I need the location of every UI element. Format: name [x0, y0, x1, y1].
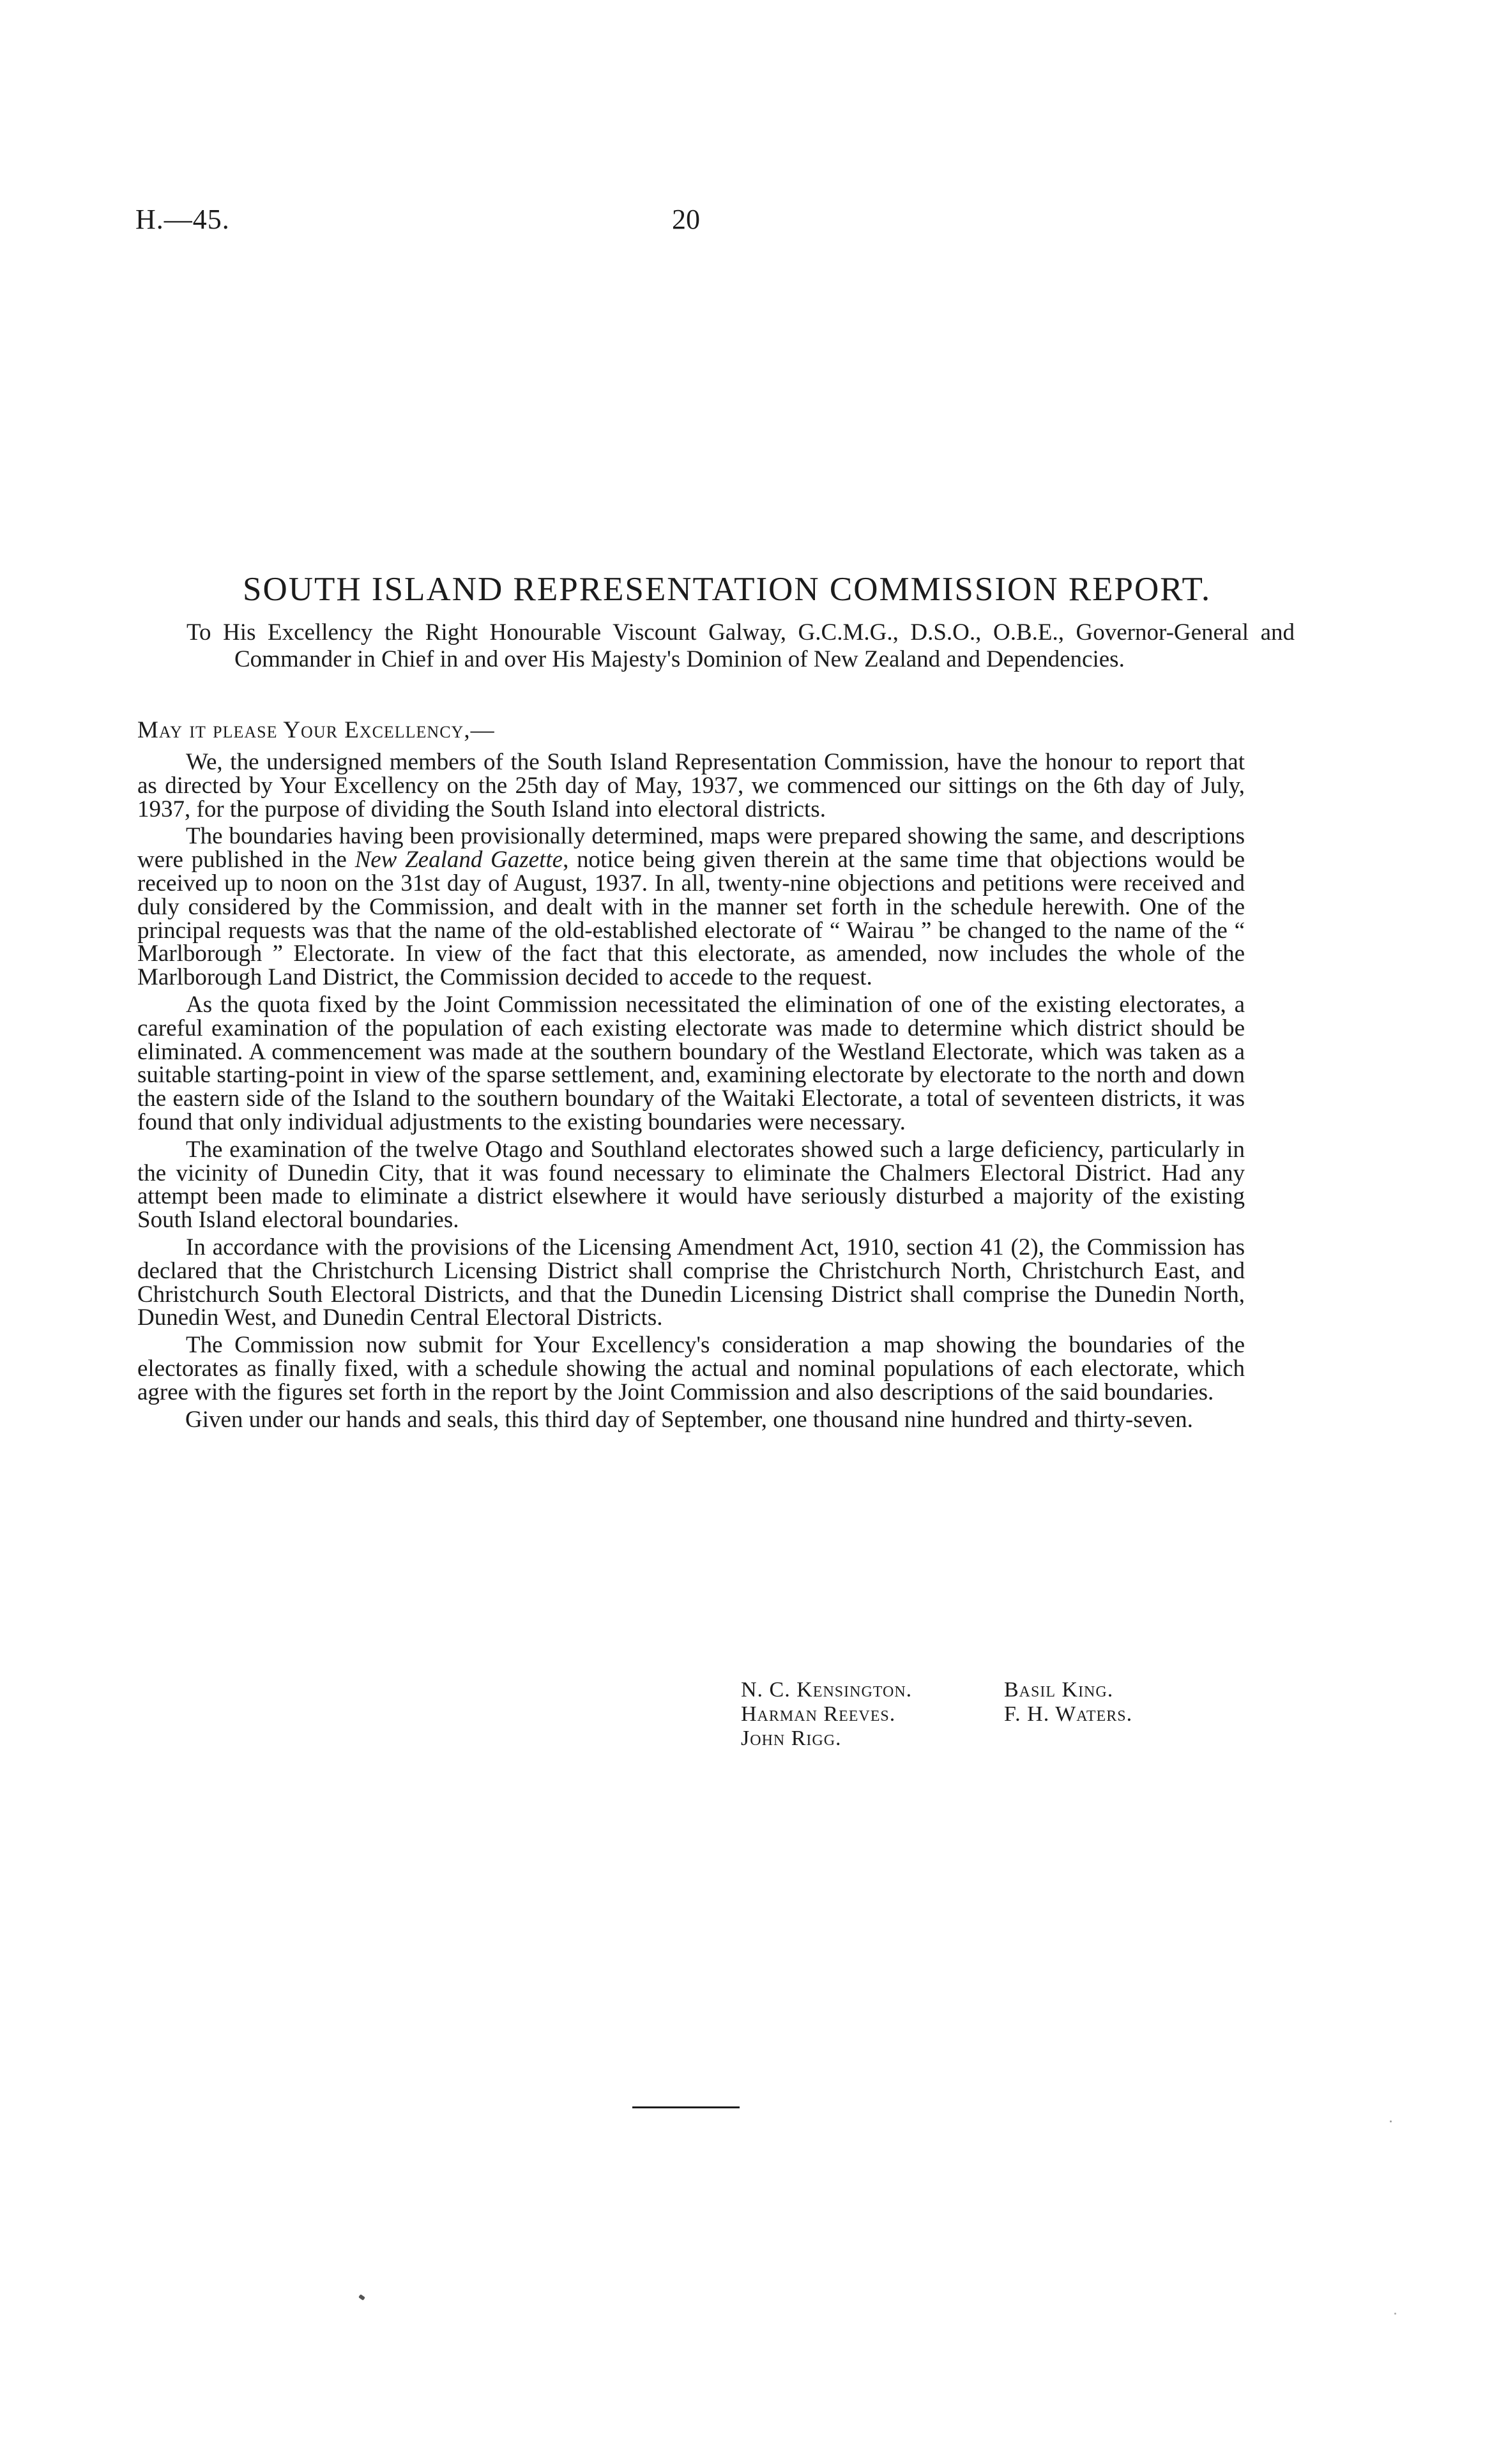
paragraph-licensing: In accordance with the provisions of the Licensing Amendment Act, 1910, section 41 (2), the Commission has declared that the Christchurch Licensing District shall comprise the Christchurch North, Christchurch East, and Christchurch South Electoral Districts, and that the Dunedin Licensing District shall comprise the Dunedin North, Dunedin West, and Dunedin Central Electoral Districts.: [137, 1234, 1245, 1331]
paragraph-given: Given under our hands and seals, this third day of September, one thousand nine hundred and thirty-seven.: [185, 1406, 1193, 1433]
gazette-title: New Zealand Gazette: [354, 847, 563, 873]
page-number: 20: [672, 204, 700, 235]
closing-divider: [632, 2106, 740, 2108]
paragraph-otago-southland: The examination of the twelve Otago and Southland electorates showed such a large deficiency, particularly in the vicinity of Dunedin City, that it was found necessary to eliminate the Chalmers Electoral District. Had any attempt been made to eliminate a district elsewhere it would have seriously disturbed a majority of the existing South Island electoral boundaries.: [137, 1136, 1245, 1234]
scan-speck: [358, 2294, 365, 2301]
paragraph-commencement: We, the undersigned members of the South Island Representation Commission, have the honour to report that as directed by Your Excellency on the 25th day of May, 1937, we commenced our sittings on the 6th day of July, 1937, for the purpose of dividing the South Island into electoral districts.: [137, 749, 1245, 822]
salutation: May it please Your Excellency,—: [137, 717, 495, 743]
scan-speck: [1390, 2120, 1392, 2122]
signatory-name: F. H. Waters.: [1004, 1702, 1133, 1726]
signatory-name: John Rigg.: [741, 1727, 842, 1750]
paragraph-submission: The Commission now submit for Your Excellency's consideration a map showing the boundaries of the electorates as finally fixed, with a schedule showing the actual and nominal populations of each electorate, which agree with the figures set forth in the report by the Joint Commission and also descriptions of the said boundaries.: [137, 1332, 1245, 1405]
signatory-name: Harman Reeves.: [741, 1702, 896, 1726]
signatory-name: Basil King.: [1004, 1678, 1114, 1702]
signatory-name: N. C. Kensington.: [741, 1678, 913, 1702]
report-title: SOUTH ISLAND REPRESENTATION COMMISSION REPORT.: [243, 571, 1212, 608]
address-block: To His Excellency the Right Honourable Viscount Galway, G.C.M.G., D.S.O., O.B.E., Governor-General and Commander in Chief in and over His Majesty's Dominion of New Zealand and Dependencies.: [187, 619, 1295, 672]
signatory-column-left: [741, 1678, 912, 1751]
paragraph-text: The boundaries having been provisionally determined, maps were prepared showing the same, and descriptions were published in the: [137, 823, 1245, 873]
scan-speck: [1394, 2313, 1396, 2315]
document-code: H.—45.: [135, 204, 230, 235]
paragraph-text: , notice being given therein at the same time that objections would be received up to noon on the 31st day of August, 1937. In all, twenty-nine objections and petitions were received and duly considered by the Commission, and dealt with in the manner set forth in the schedule herewith. One of the principal requests was that the name of the old-established electorate of “ Wairau ” be changed to the name of the “ Marlborough ” Electorate. In view of the fact that this electorate, as amended, now includes the whole of the Marlborough Land District, the Commission decided to accede to the request.: [137, 847, 1245, 991]
paragraph-quota: As the quota fixed by the Joint Commission necessitated the elimination of one of the existing electorates, a careful examination of the population of each existing electorate was made to determine which district should be eliminated. A commencement was made at the southern boundary of the Westland Electorate, which was taken as a suitable starting-point in view of the sparse settlement, and, examining electorate by electorate to the north and down the eastern side of the Island to the southern boundary of the Waitaki Electorate, a total of seventeen districts, it was found that only individual adjustments to the existing boundaries were necessary.: [137, 991, 1245, 1135]
report-body: [137, 751, 1245, 1435]
paragraph-boundaries: [137, 825, 1245, 990]
signatory-column-right: [1004, 1678, 1132, 1727]
